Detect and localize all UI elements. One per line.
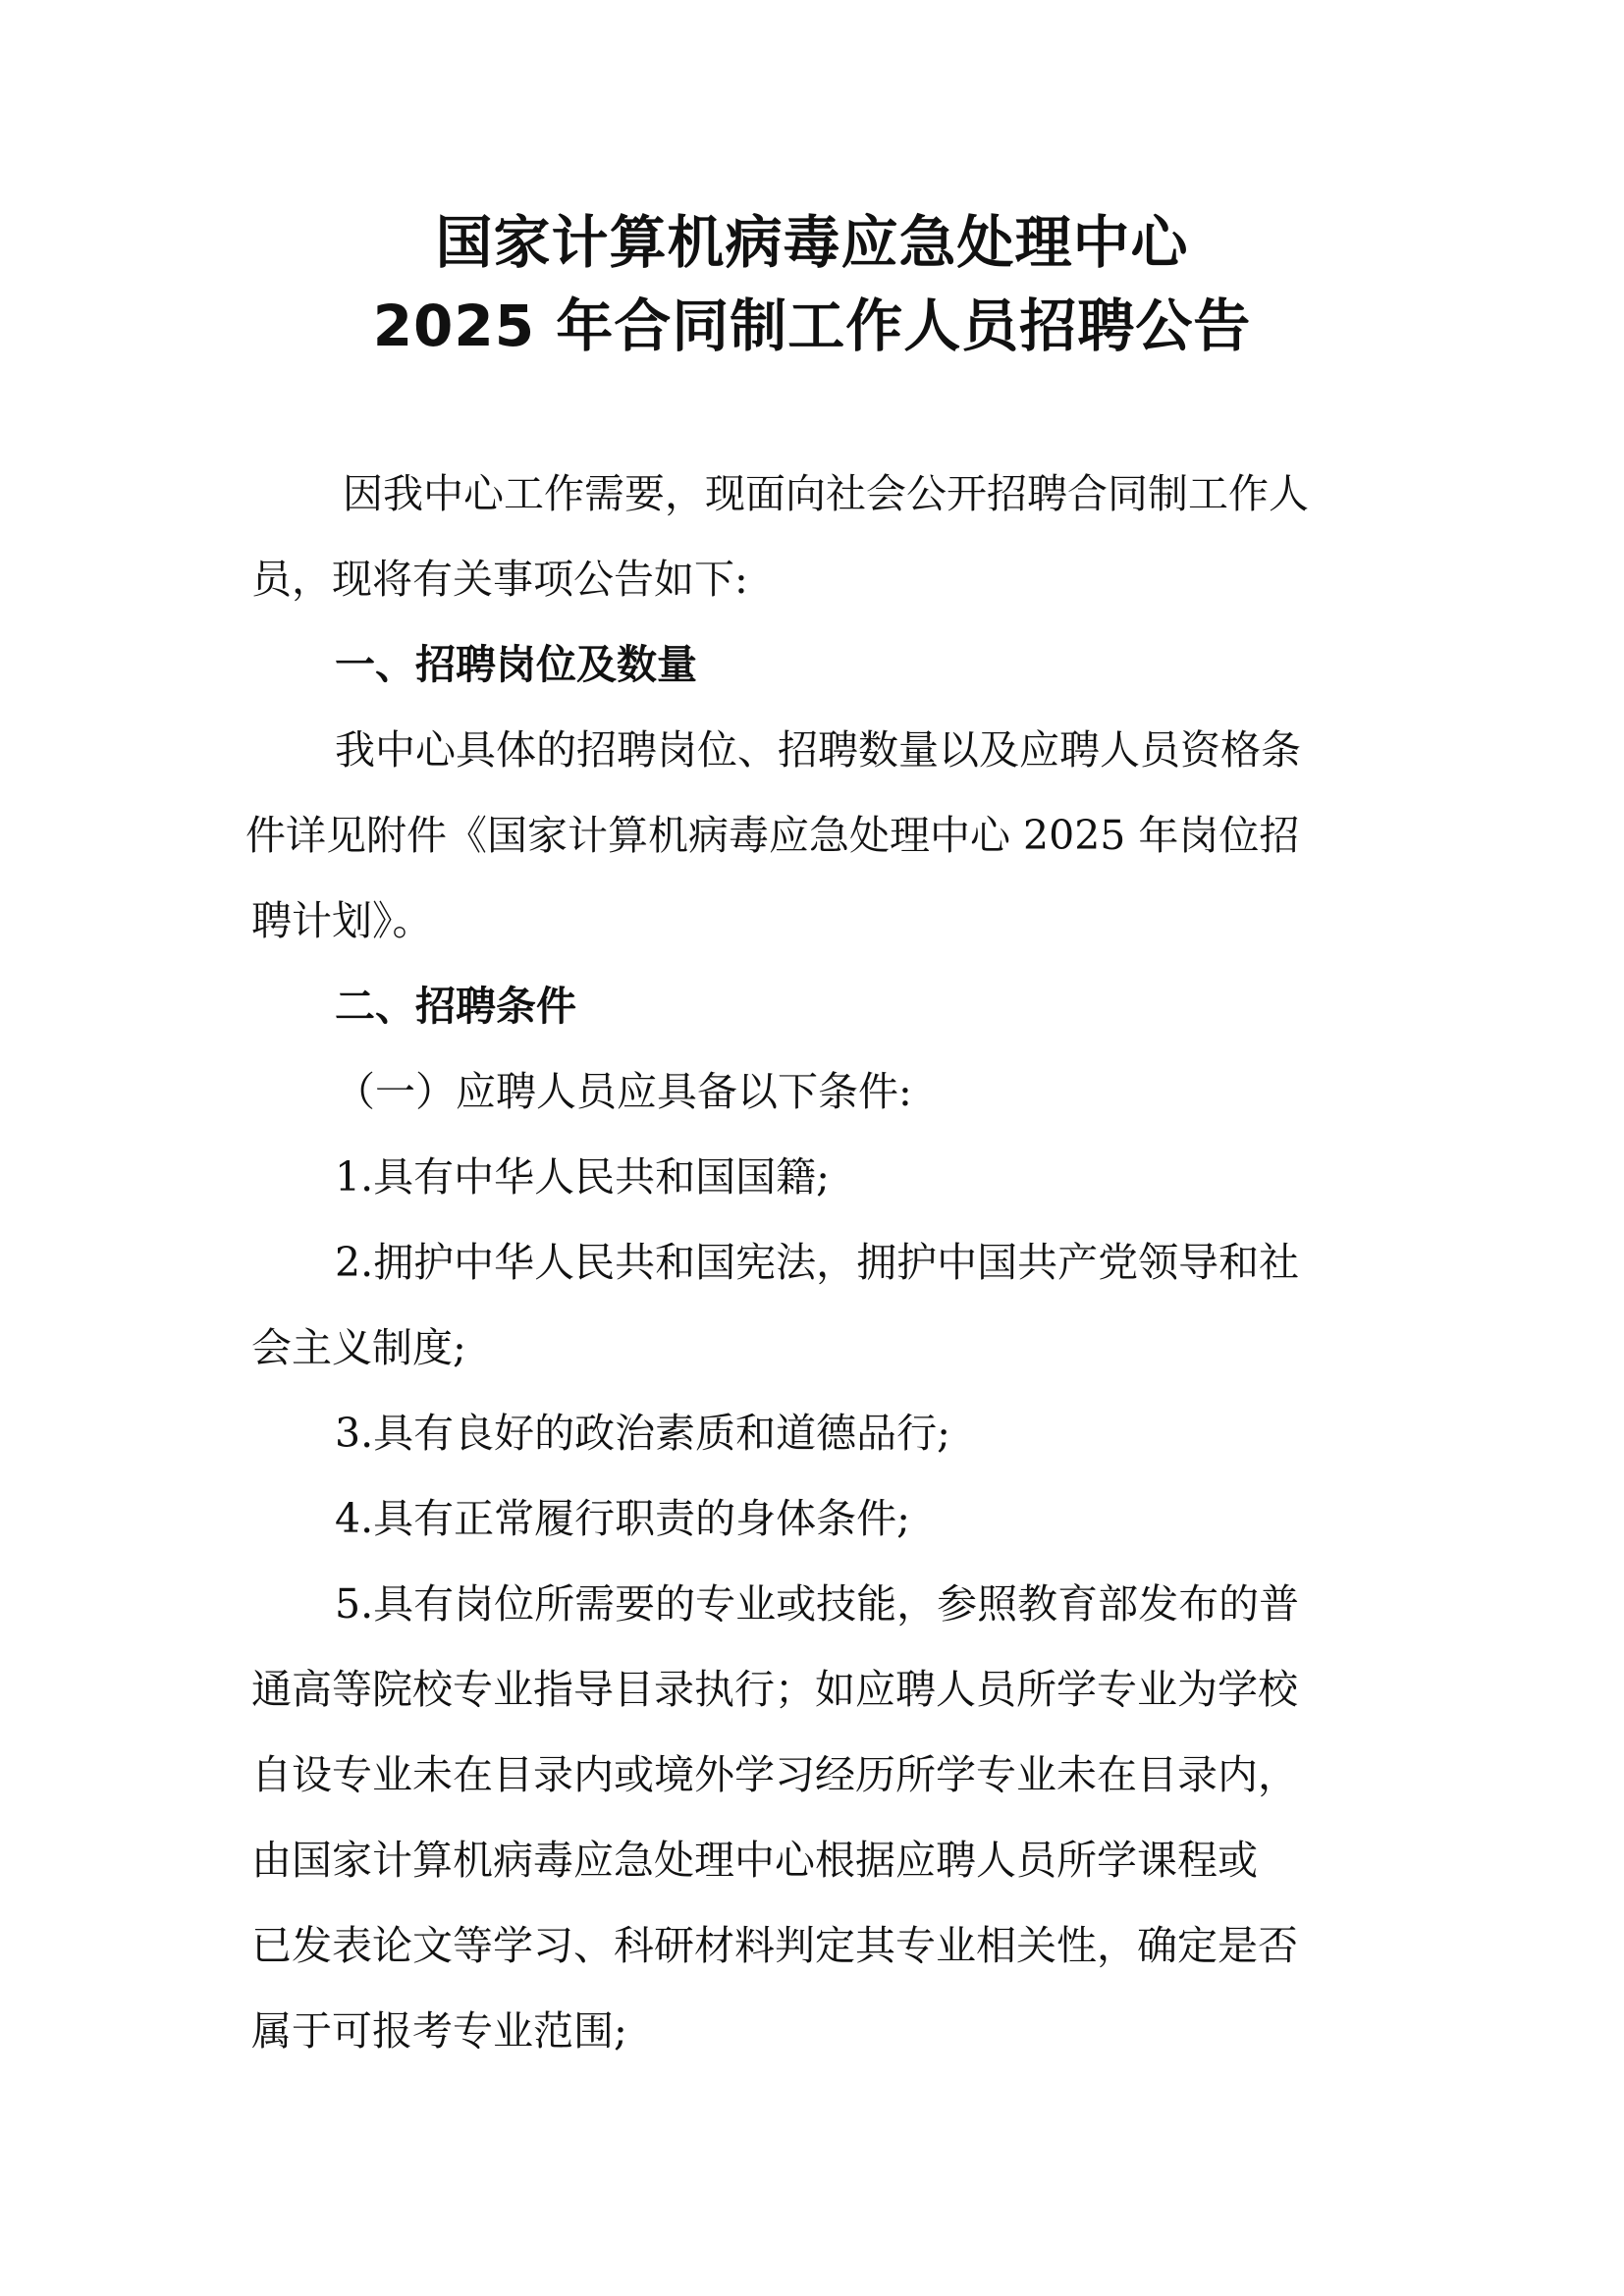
section1-text-line1: 我中心具体的招聘岗位、招聘数量以及应聘人员资格条 — [335, 726, 1301, 774]
condition-item-5-line6: 属于可报考专业范围; — [251, 2007, 627, 2055]
document-title-line1: 国家计算机病毒应急处理中心 — [435, 209, 1189, 276]
section1-text-line3: 聘计划》。 — [251, 897, 433, 944]
condition-item-3: 3.具有良好的政治素质和道德品行; — [335, 1410, 950, 1457]
intro-text-line2: 员，现将有关事项公告如下: — [251, 556, 748, 603]
condition-item-5-line5: 已发表论文等学习、科研材料判定其专业相关性，确定是否 — [251, 1922, 1298, 1969]
section1-heading: 一、招聘岗位及数量 — [335, 641, 697, 688]
condition-item-5-line1: 5.具有岗位所需要的专业或技能，参照教育部发布的普 — [335, 1580, 1300, 1628]
section1-text-line2: 件详见附件《国家计算机病毒应急处理中心 2025 年岗位招 — [245, 812, 1300, 859]
subsection1-heading: （一）应聘人员应具备以下条件: — [335, 1068, 912, 1115]
condition-item-5-line2: 通高等院校专业指导目录执行；如应聘人员所学专业为学校 — [251, 1666, 1298, 1713]
document-title-line2: 2025 年合同制工作人员招聘公告 — [372, 293, 1252, 359]
intro-text-line1: 因我中心工作需要，现面向社会公开招聘合同制工作人 — [343, 470, 1309, 517]
condition-item-2-line2: 会主义制度; — [251, 1324, 466, 1371]
condition-item-2-line1: 2.拥护中华人民共和国宪法，拥护中国共产党领导和社 — [335, 1239, 1300, 1286]
condition-item-4: 4.具有正常履行职责的身体条件; — [335, 1495, 910, 1542]
section2-heading: 二、招聘条件 — [335, 983, 576, 1030]
condition-item-1: 1.具有中华人民共和国国籍; — [335, 1153, 830, 1201]
condition-item-5-line4: 由国家计算机病毒应急处理中心根据应聘人员所学课程或 — [251, 1837, 1258, 1884]
condition-item-5-line3: 自设专业未在目录内或境外学习经历所学专业未在目录内， — [251, 1751, 1298, 1798]
